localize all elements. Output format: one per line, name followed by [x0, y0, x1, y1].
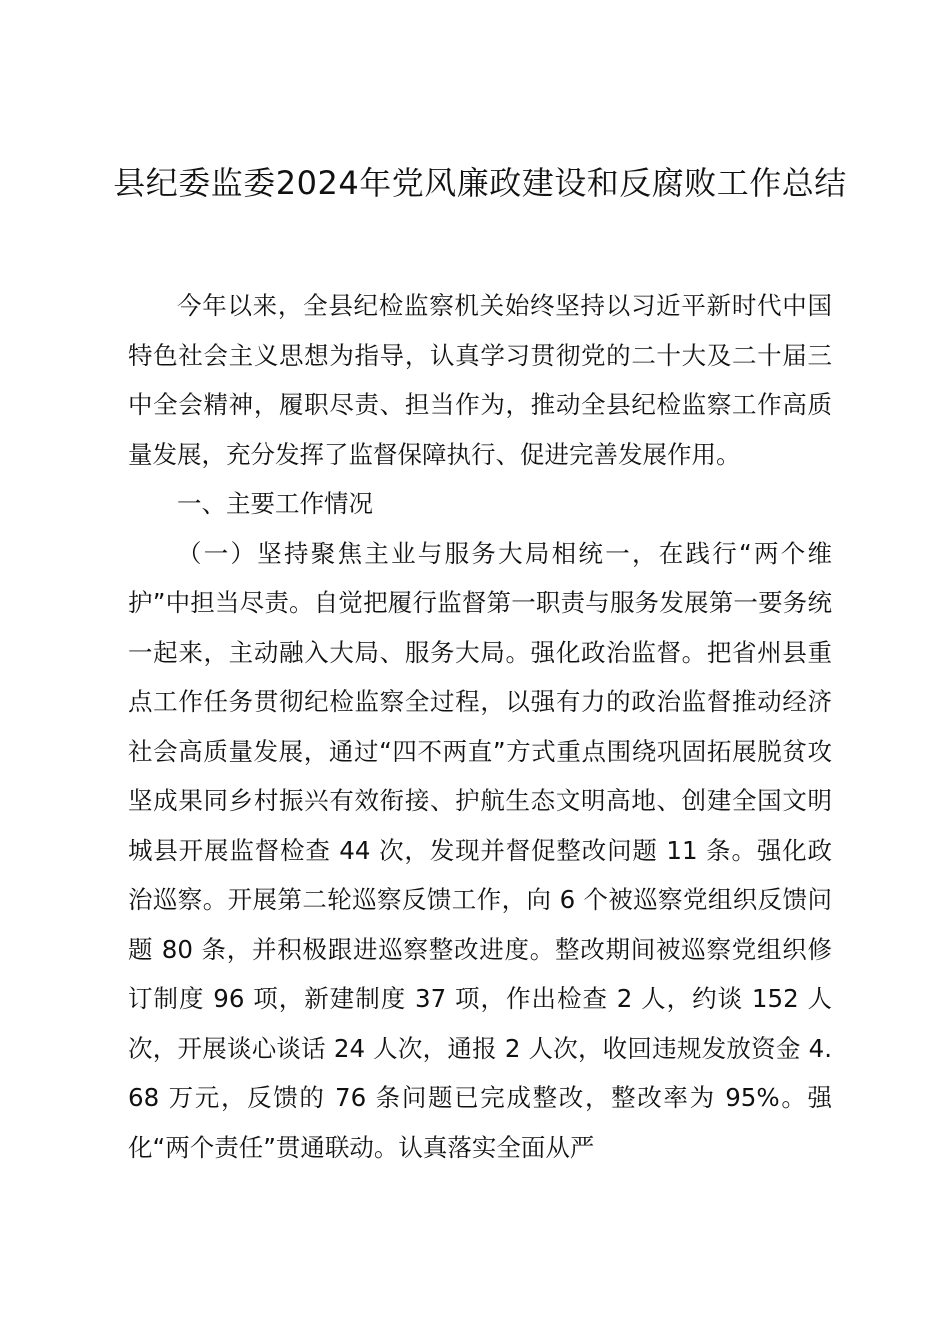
section-heading: 一、主要工作情况 [177, 489, 373, 518]
intro-paragraph: 今年以来，全县纪检监察机关始终坚持以习近平新时代中国特色社会主义思想为指导，认真学习贯彻党的二十大及二十届三中全会精神，履职尽责、担当作为，推动全县纪检监察工作高质量发展，充分发挥了监督保障执行、促进完善发展作用。 [128, 291, 832, 469]
document-body [128, 281, 832, 1172]
subsection-paragraph: （一）坚持聚焦主业与服务大局相统一，在践行“两个维护”中担当尽责。自觉把履行监督第一职责与服务发展第一要务统一起来，主动融入大局、服务大局。强化政治监督。把省州县重点工作任务贯彻纪检监察全过程，以强有力的政治监督推动经济社会高质量发展，通过“四不两直”方式重点围绕巩固拓展脱贫攻坚成果同乡村振兴有效衔接、护航生态文明高地、创建全国文明城县开展监督检查 44 次，发现并督促整改问题 11 条。强化政治巡察。开展第二轮巡察反馈工作，向 6 个被巡察党组织反馈问题 80 条，并积极跟进巡察整改进度。整改期间被巡察党组织修订制度 96 项，新建制度 37 项，作出检查 2 人，约谈 152 人次，开展谈心谈话 24 人次，通报 2 人次，收回违规发放资金 4.68 万元，反馈的 76 条问题已完成整改，整改率为 95%。强化“两个责任”贯通联动。认真落实全面从严 [128, 538, 832, 1162]
document-title: 县纪委监委2024年党风廉政建设和反腐败工作总结 [113, 164, 847, 202]
